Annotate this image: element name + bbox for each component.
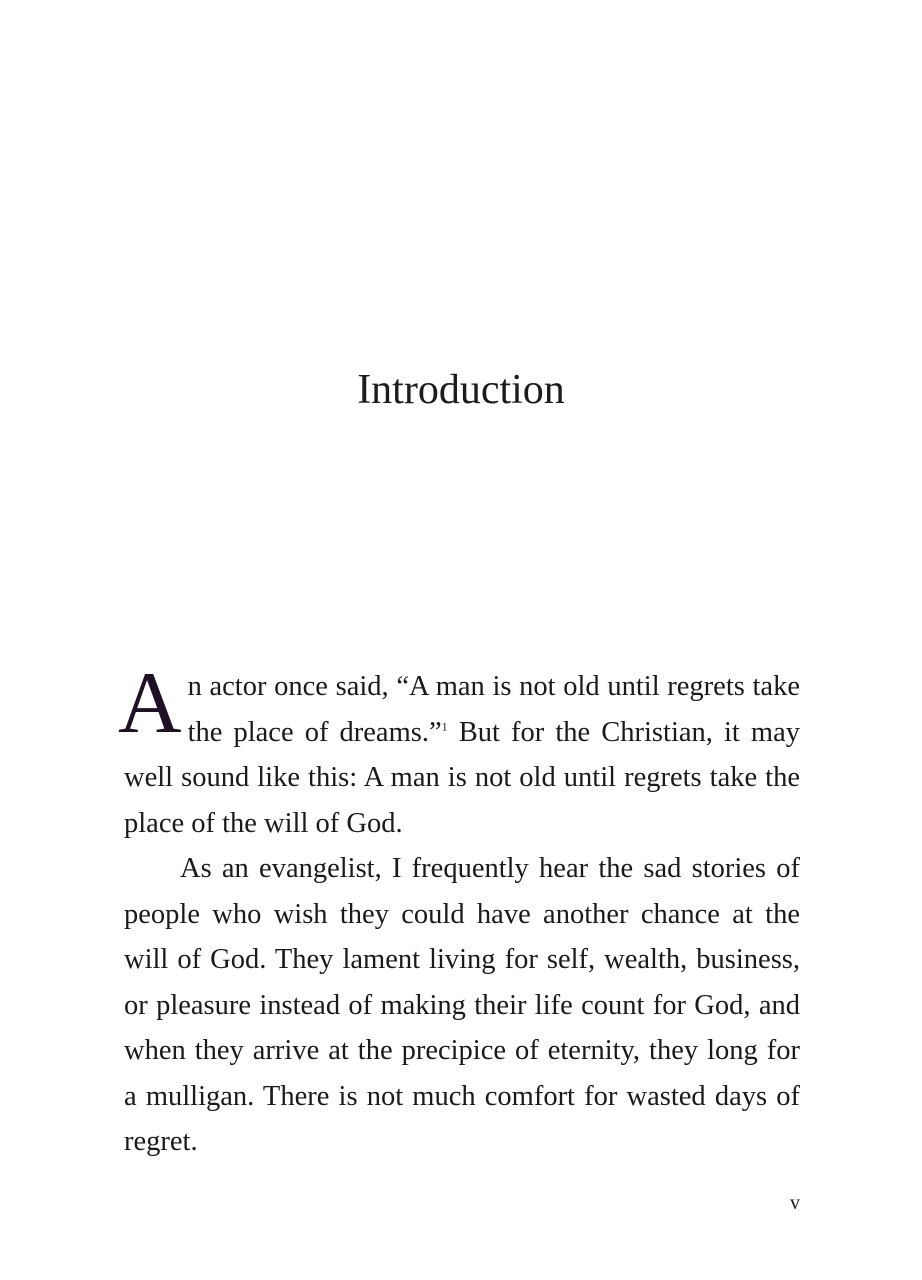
footnote-reference[interactable]: 1 [441,719,448,733]
opening-paragraph-lead: n actor once said, “A man is not old until regrets take the place of dreams.” [187,671,800,748]
opening-paragraph [118,655,800,846]
chapter-title: Introduction [357,367,565,413]
second-paragraph: As an evangelist, I frequently hear the sad stories of people who wish they could have another chance at the will of God. They lament living for self, wealth, business, or pleasure instead of making their life count for God, and when they arrive at the precipice of eternity, they long for a mulligan. There is not much comfort for wasted days of regret. [124,853,800,1157]
page-number: v [790,1192,800,1214]
opening-paragraph-rest: But for the Christian, it may well sound like this: A man is not old until regrets take the place of the will of God. [124,716,800,839]
drop-cap: A [118,655,182,752]
body-text [118,655,800,1165]
